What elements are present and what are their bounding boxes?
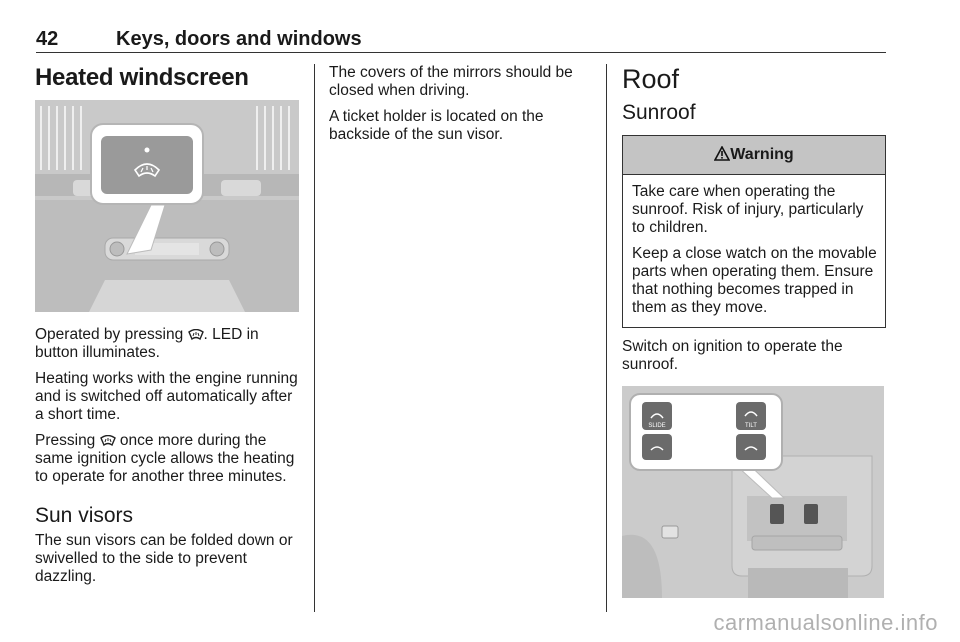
column-middle — [329, 64, 591, 152]
paragraph-ticket-holder: A ticket holder is located on the backside of the sun visor. — [329, 108, 544, 143]
slide-button-label: SLIDE — [648, 423, 666, 429]
paragraph-operation: Operated by pressing . LED in button illuminates. — [35, 326, 259, 361]
section-heading-roof: Roof — [622, 64, 680, 94]
paragraph-heating: Heating works with the engine running and is switched off automatically after a short time. — [35, 370, 298, 423]
warning-triangle-icon — [714, 146, 730, 161]
paragraph-pressing-again: Pressing once more during the same ignition cycle allows the heating to operate for another three minutes. — [35, 432, 295, 485]
section-heading-sun-visors: Sun visors — [35, 504, 134, 527]
paragraph-sun-visors: The sun visors can be folded down or swivelled to the side to prevent dazzling. — [35, 532, 293, 585]
page-header — [36, 26, 886, 53]
column-divider — [314, 64, 315, 612]
paragraph-mirror-covers: The covers of the mirrors should be closed when driving. — [329, 64, 573, 99]
warning-body — [623, 175, 885, 327]
chapter-title: Keys, doors and windows — [116, 28, 362, 50]
heated-windscreen-illustration — [35, 100, 299, 312]
paragraph-switch-ignition: Switch on ignition to operate the sunroof. — [622, 338, 843, 373]
dashboard-illustration — [35, 100, 299, 312]
warning-header: Warning — [623, 136, 885, 175]
tilt-button-label: TILT — [745, 423, 757, 429]
section-heading-sunroof: Sunroof — [622, 101, 696, 124]
sunroof-controls-illustration — [622, 386, 884, 598]
warning-box — [622, 135, 886, 328]
windscreen-heater-icon — [100, 435, 116, 447]
warning-paragraph-2: Keep a close watch on the movable parts when operating them. Ensure that nothing becomes trapped in them as they move. — [632, 245, 877, 316]
windscreen-heater-icon — [188, 329, 204, 341]
page-number: 42 — [36, 28, 59, 50]
warning-paragraph-1: Take care when operating the sunroof. Risk of injury, particularly to children. — [632, 183, 864, 236]
overhead-console-illustration — [622, 386, 884, 598]
column-left — [35, 64, 301, 594]
column-divider — [606, 64, 607, 612]
section-heading-heated-windscreen: Heated windscreen — [35, 64, 249, 91]
watermark: carmanualsonline.info — [713, 610, 938, 635]
column-right — [622, 64, 886, 598]
